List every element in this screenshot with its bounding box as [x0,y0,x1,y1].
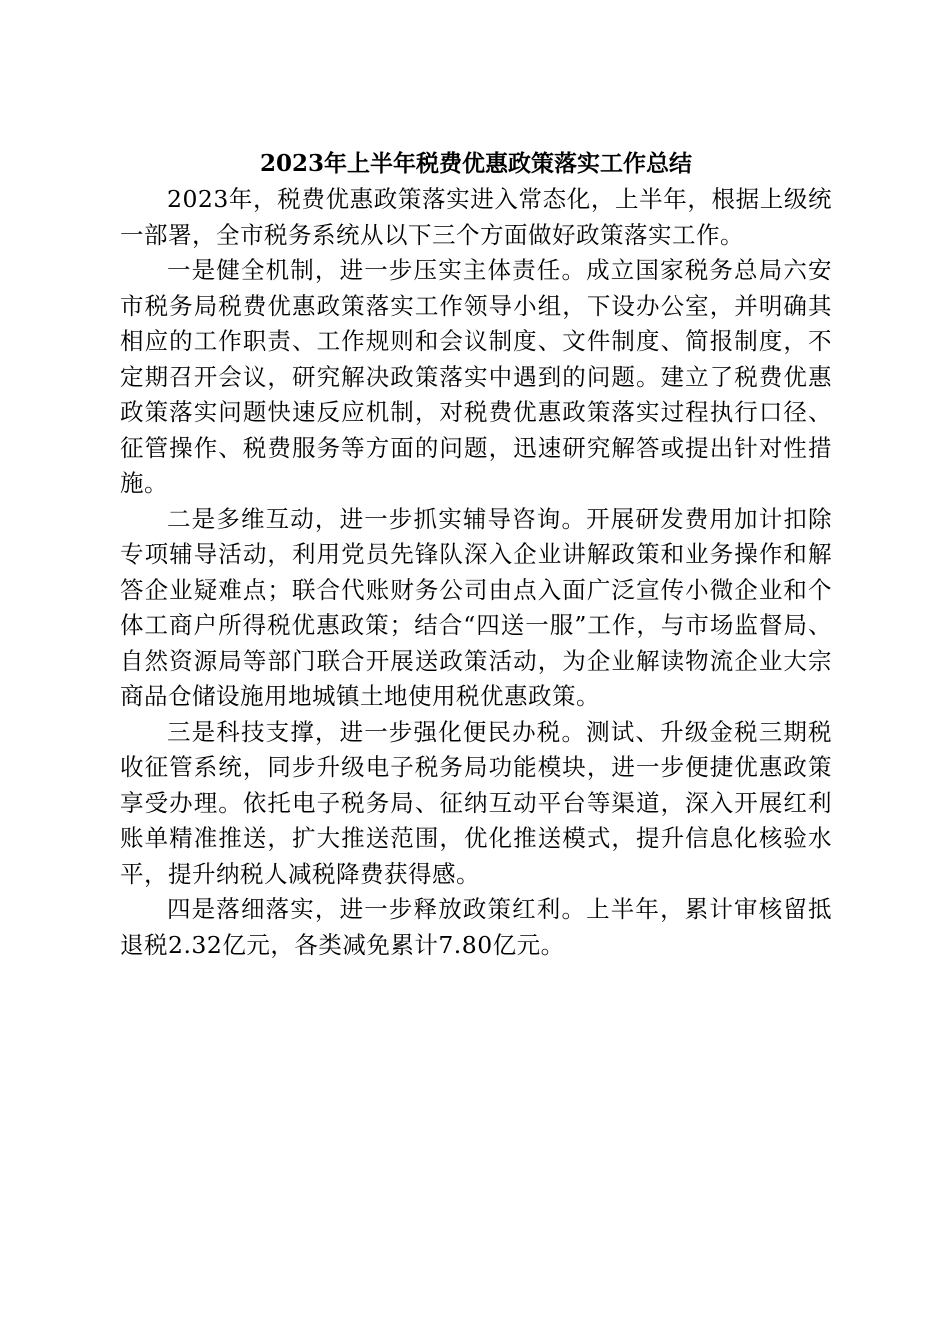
paragraph-consulting: 二是多维互动，进一步抓实辅导咨询。开展研发费用加计扣除专项辅导活动，利用党员先锋队深入企业讲解政策和业务操作和解答企业疑难点；联合代账财务公司由点入面广泛宣传小微企业和个体工商户所得税优惠政策；结合“四送一服”工作，与市场监督局、自然资源局等部门联合开展送政策活动，为企业解读物流企业大宗商品仓储设施用地城镇土地使用税优惠政策。 [120,504,832,710]
paragraph-intro: 2023年，税费优惠政策落实进入常态化，上半年，根据上级统一部署，全市税务系统从以下三个方面做好政策落实工作。 [120,185,832,249]
paragraph-implementation: 四是落细落实，进一步释放政策红利。上半年，累计审核留抵退税2.32亿元，各类减免累计7.80亿元。 [120,895,832,959]
document-page [120,146,832,963]
document-title: 2023年上半年税费优惠政策落实工作总结 [259,150,692,177]
paragraph-technology: 三是科技支撑，进一步强化便民办税。测试、升级金税三期税收征管系统，同步升级电子税务局功能模块，进一步便捷优惠政策享受办理。依托电子税务局、征纳互动平台等渠道，深入开展红利账单精准推送，扩大推送范围，优化推送模式，提升信息化核验水平，提升纳税人减税降费获得感。 [120,717,832,888]
paragraph-mechanism: 一是健全机制，进一步压实主体责任。成立国家税务总局六安市税务局税费优惠政策落实工作领导小组，下设办公室，并明确其相应的工作职责、工作规则和会议制度、文件制度、简报制度，不定期召开会议，研究解决政策落实中遇到的问题。建立了税费优惠政策落实问题快速反应机制，对税费优惠政策落实过程执行口径、征管操作、税费服务等方面的问题，迅速研究解答或提出针对性措施。 [120,256,832,497]
